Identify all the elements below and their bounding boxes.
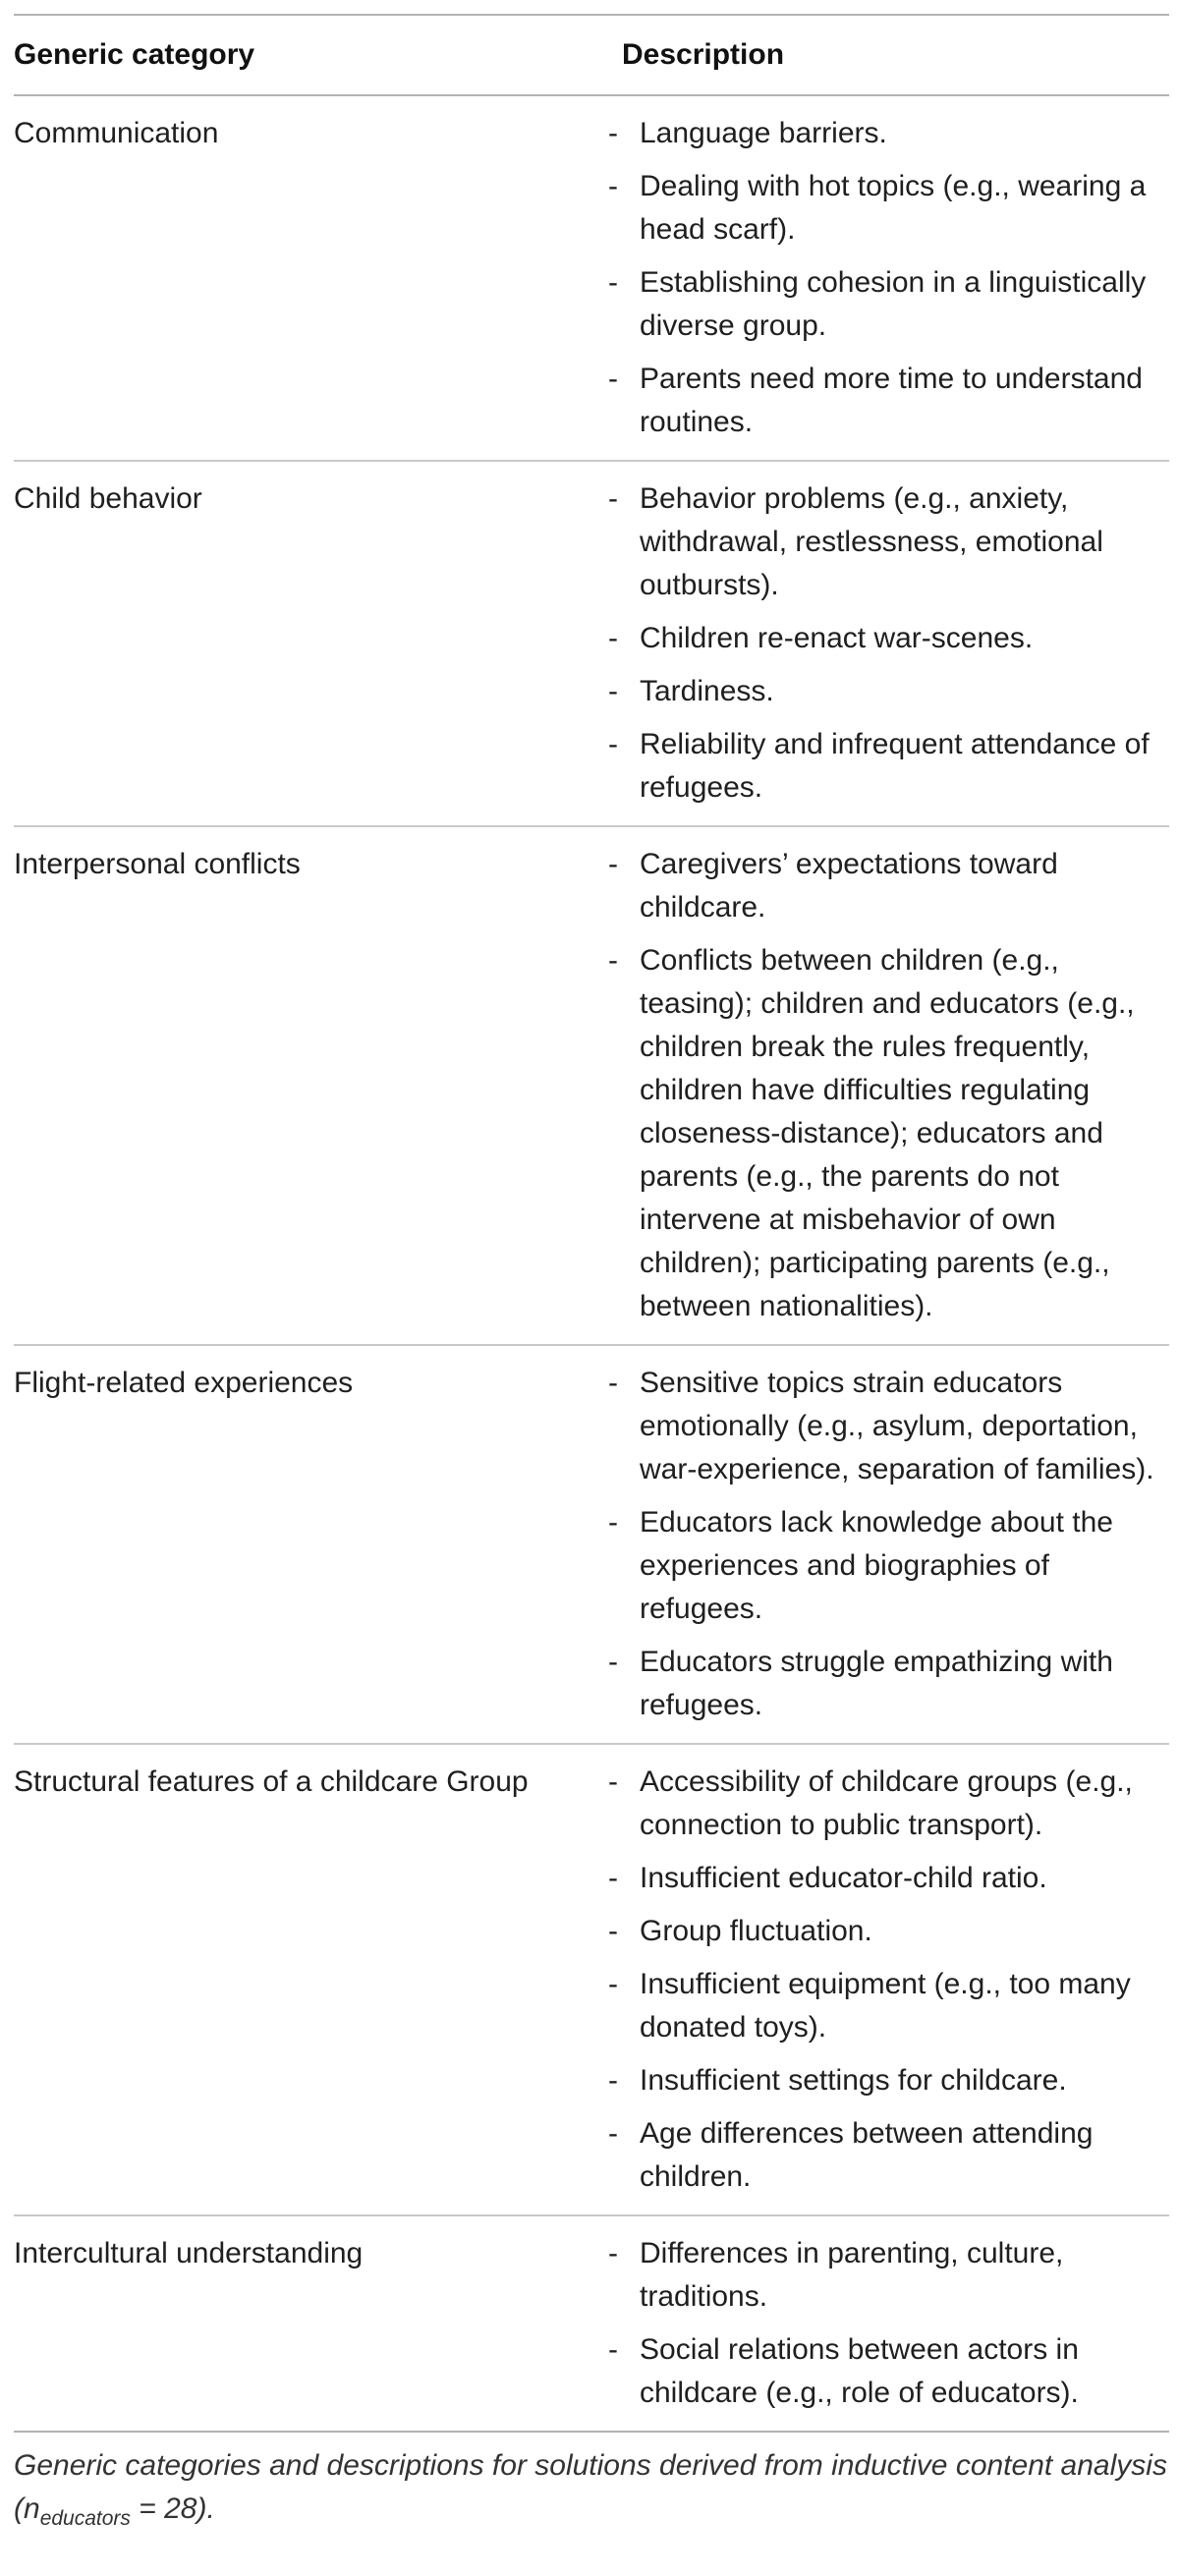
description-text: Sensitive topics strain educators emotionally (e.g., asylum, deportation, war-experience, separation of families). (640, 1367, 1154, 1485)
description-text: Tardiness. (640, 675, 774, 707)
description-text: Insufficient equipment (e.g., too many donated toys). (640, 1968, 1131, 2044)
table-row (14, 826, 1169, 1345)
description-item (608, 2059, 1169, 2102)
table-row (14, 461, 1169, 826)
bullet-dash: - (608, 675, 618, 707)
description-item (608, 939, 1169, 1328)
description-text: Dealing with hot topics (e.g., wearing a head scarf). (640, 170, 1147, 246)
description-item (608, 1501, 1169, 1631)
bullet-dash: - (608, 1968, 618, 2000)
bullet-dash: - (608, 1506, 618, 1539)
description-text: Children re-enact war-scenes. (640, 622, 1034, 654)
description-text: Differences in parenting, culture, traditions. (640, 2237, 1064, 2313)
category-cell: Interpersonal conflicts (14, 826, 589, 1345)
description-text: Educators lack knowledge about the experiences and biographies of refugees. (640, 1506, 1113, 1625)
bullet-dash: - (608, 170, 618, 202)
bullet-dash: - (608, 944, 618, 977)
description-item (608, 477, 1169, 607)
bullet-dash: - (608, 1862, 618, 1894)
bullet-dash: - (608, 1765, 618, 1798)
category-cell: Child behavior (14, 461, 589, 826)
table-header-row (14, 15, 1169, 95)
description-item (608, 617, 1169, 660)
bullet-dash: - (608, 2237, 618, 2269)
description-text: Social relations between actors in childcare (e.g., role of educators). (640, 2333, 1079, 2409)
description-list (608, 477, 1169, 810)
description-text: Educators struggle empathizing with refugees. (640, 1646, 1113, 1721)
description-list (608, 1761, 1169, 2199)
bullet-dash: - (608, 2064, 618, 2097)
description-cell (589, 95, 1169, 461)
description-item (608, 1910, 1169, 1953)
bullet-dash: - (608, 1367, 618, 1399)
table-row (14, 1345, 1169, 1744)
description-item (608, 2112, 1169, 2199)
header-generic-category: Generic category (14, 15, 589, 95)
description-text: Behavior problems (e.g., anxiety, withdrawal, restlessness, emotional outbursts). (640, 482, 1103, 601)
description-item (608, 358, 1169, 444)
header-description: Description (589, 15, 1169, 95)
description-item (608, 723, 1169, 810)
description-list (608, 1362, 1169, 1727)
description-text: Conflicts between children (e.g., teasing); children and educators (e.g., children break the rules frequently, children have difficulties regulating closeness-distance); educators and parents (e.g., the parents do not intervene at misbehavior of own children); participating parents (e.g., between nationalities). (640, 944, 1135, 1322)
bullet-dash: - (608, 848, 618, 880)
bullet-dash: - (608, 1646, 618, 1678)
caption-subscript: educators (39, 2507, 131, 2530)
table-row (14, 1744, 1169, 2215)
description-text: Establishing cohesion in a linguistically diverse group. (640, 266, 1147, 342)
bullet-dash: - (608, 266, 618, 299)
description-item (608, 1963, 1169, 2049)
description-cell (589, 1345, 1169, 1744)
bullet-dash: - (608, 117, 618, 149)
description-text: Accessibility of childcare groups (e.g., connection to public transport). (640, 1765, 1133, 1841)
description-text: Parents need more time to understand routines. (640, 363, 1143, 438)
bullet-dash: - (608, 1915, 618, 1947)
description-item (608, 2328, 1169, 2415)
caption-text: Generic categories and descriptions for solutions derived from inductive content analysis (n (14, 2449, 1167, 2525)
bullet-dash: - (608, 482, 618, 515)
description-item (608, 2232, 1169, 2319)
description-item (608, 261, 1169, 348)
description-cell (589, 1744, 1169, 2215)
bullet-dash: - (608, 2333, 618, 2366)
description-text: Group fluctuation. (640, 1915, 872, 1947)
category-cell: Structural features of a childcare Group (14, 1744, 589, 2215)
description-text: Insufficient settings for childcare. (640, 2064, 1067, 2097)
description-item (608, 1362, 1169, 1491)
caption-suffix: = 28). (130, 2492, 215, 2525)
description-cell (589, 2215, 1169, 2432)
table-caption (14, 2444, 1169, 2531)
description-item (608, 165, 1169, 252)
description-cell (589, 826, 1169, 1345)
bullet-dash: - (608, 622, 618, 654)
description-item (608, 1641, 1169, 1727)
description-item (608, 670, 1169, 713)
table-row (14, 95, 1169, 461)
description-item (608, 1761, 1169, 1847)
description-item (608, 843, 1169, 929)
table-row (14, 2215, 1169, 2432)
description-cell (589, 461, 1169, 826)
description-text: Reliability and infrequent attendance of refugees. (640, 728, 1150, 804)
description-text: Insufficient educator-child ratio. (640, 1862, 1047, 1894)
description-text: Age differences between attending children. (640, 2117, 1094, 2193)
description-list (608, 2232, 1169, 2415)
bullet-dash: - (608, 728, 618, 760)
description-text: Language barriers. (640, 117, 887, 149)
bullet-dash: - (608, 363, 618, 395)
category-cell: Flight-related experiences (14, 1345, 589, 1744)
table-body (14, 95, 1169, 2432)
categories-table (14, 14, 1169, 2433)
category-cell: Communication (14, 95, 589, 461)
description-text: Caregivers’ expectations toward childcare. (640, 848, 1058, 924)
description-list (608, 112, 1169, 444)
category-cell: Intercultural understanding (14, 2215, 589, 2432)
description-item (608, 1857, 1169, 1900)
description-item (608, 112, 1169, 155)
bullet-dash: - (608, 2117, 618, 2150)
description-list (608, 843, 1169, 1328)
